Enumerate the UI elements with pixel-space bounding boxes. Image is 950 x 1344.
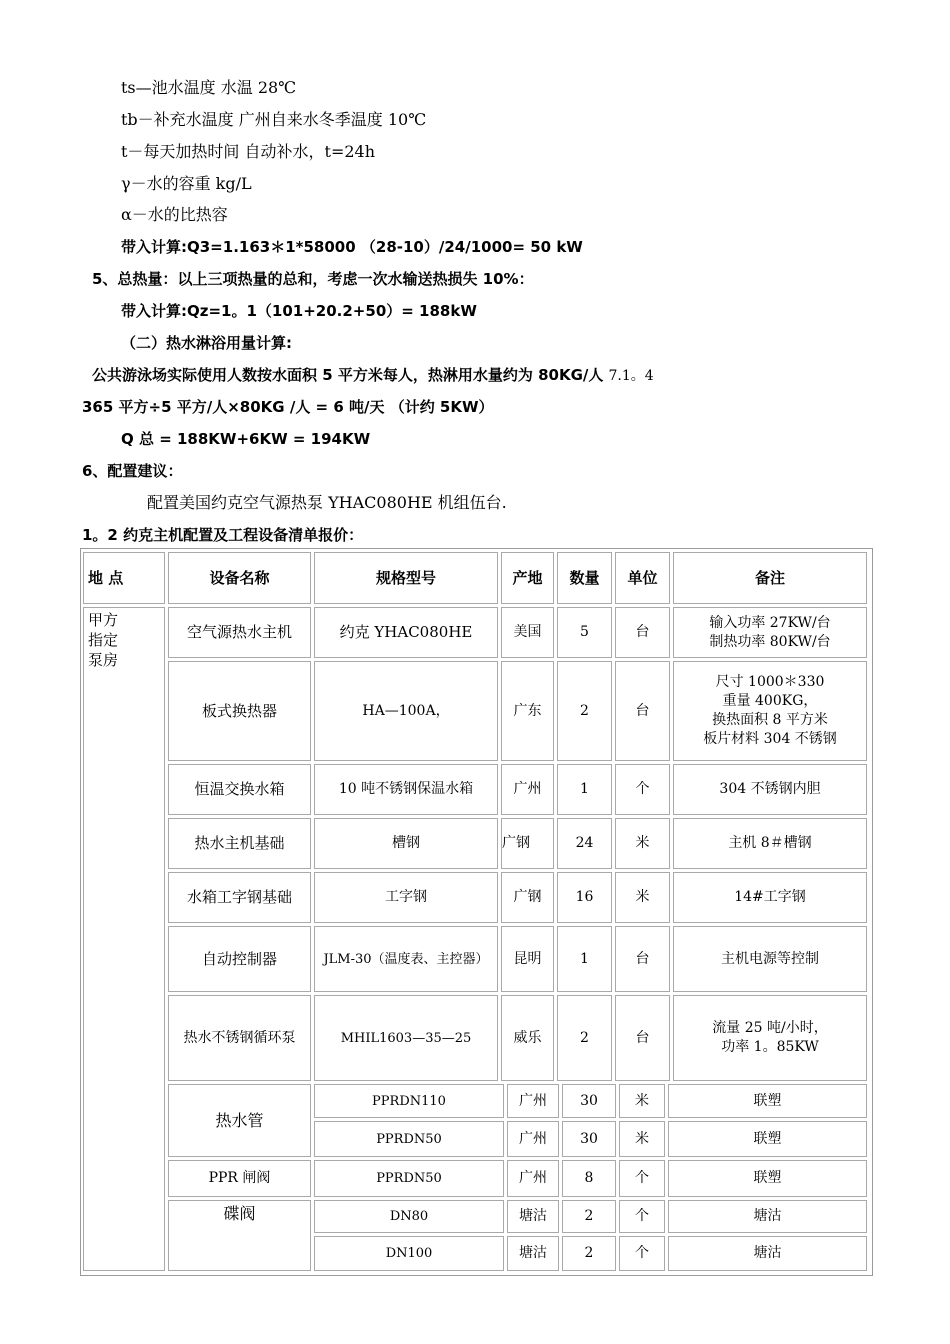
header-spec: 规格型号	[314, 552, 498, 604]
row-spec: 槽钢	[314, 818, 498, 869]
row-note: 流量 25 吨/小时， 功率 1。85KW	[673, 995, 867, 1081]
row-origin: 昆明	[501, 926, 554, 992]
row-note: 主机 8＃槽钢	[673, 818, 867, 869]
equipment-table	[80, 548, 873, 1276]
pipe-qty: 30	[562, 1084, 616, 1118]
pool-text: 公共游泳场实际使用人数按水面积 5 平方米每人，热淋用水量约为 80KG/人	[92, 366, 604, 384]
calc-qz: 带入计算:Qz=1。1（101+20.2+50）= 188kW	[121, 302, 477, 320]
butterfly-note: 塘沽	[668, 1236, 867, 1271]
butterfly-unit: 个	[619, 1236, 665, 1271]
line-t: t－每天加热时间 自动补水，t=24h	[121, 142, 376, 161]
row-unit: 个	[615, 764, 670, 815]
row-spec: JLM-30（温度表、主控器）	[314, 926, 498, 992]
row-origin: 广东	[501, 661, 554, 761]
row-origin: 美国	[501, 607, 554, 658]
location-cell: 甲方 指定 泵房	[83, 607, 165, 1271]
butterfly-name: 碟阀	[168, 1200, 311, 1271]
row-name: 恒温交换水箱	[168, 764, 311, 815]
valve-qty: 8	[562, 1160, 616, 1197]
calc-q3: 带入计算:Q3=1.163＊1*58000 （28-10）/24/1000= 50 kW	[121, 238, 583, 256]
area-calc: 365 平方÷5 平方/人×80KG /人 = 6 吨/天 （计约 5KW）	[82, 398, 494, 416]
row-qty: 2	[557, 995, 612, 1081]
row-qty: 24	[557, 818, 612, 869]
pipe-origin: 广州	[507, 1121, 559, 1157]
section-5-heading: 5、总热量：以上三项热量的总和，考虑一次水输送热损失 10%：	[92, 270, 534, 288]
row-name: 空气源热水主机	[168, 607, 311, 658]
row-name: 板式换热器	[168, 661, 311, 761]
pipe-unit: 米	[619, 1121, 665, 1157]
butterfly-origin: 塘沽	[507, 1200, 559, 1233]
row-origin: 广钢	[501, 818, 554, 869]
row-unit: 台	[615, 661, 670, 761]
pipe-unit: 米	[619, 1084, 665, 1118]
header-origin: 产地	[501, 552, 554, 604]
row-name: 热水主机基础	[168, 818, 311, 869]
row-note: 主机电源等控制	[673, 926, 867, 992]
pipe-spec: PPRDN110	[314, 1084, 504, 1118]
header-location: 地 点	[83, 552, 165, 604]
header-qty: 数量	[557, 552, 612, 604]
row-note: 输入功率 27KW/台 制热功率 80KW/台	[673, 607, 867, 658]
pipe-spec: PPRDN50	[314, 1121, 504, 1157]
row-origin: 威乐	[501, 995, 554, 1081]
butterfly-qty: 2	[562, 1200, 616, 1233]
valve-spec: PPRDN50	[314, 1160, 504, 1197]
header-note: 备注	[673, 552, 867, 604]
butterfly-spec: DN100	[314, 1236, 504, 1271]
row-spec: 10 吨不锈钢保温水箱	[314, 764, 498, 815]
section-1-2-heading: 1。2 约克主机配置及工程设备清单报价：	[82, 526, 364, 544]
pool-line	[92, 365, 654, 386]
row-qty: 16	[557, 872, 612, 923]
valve-unit: 个	[619, 1160, 665, 1197]
line-gamma: γ－水的容重 kg/L	[121, 174, 252, 193]
row-unit: 台	[615, 607, 670, 658]
butterfly-spec: DN80	[314, 1200, 504, 1233]
row-origin: 广钢	[501, 872, 554, 923]
row-name: 热水不锈钢循环泵	[168, 995, 311, 1081]
pipe-note: 联塑	[668, 1121, 867, 1157]
valve-origin: 广州	[507, 1160, 559, 1197]
row-unit: 台	[615, 995, 670, 1081]
row-name: 自动控制器	[168, 926, 311, 992]
line-alpha: α－水的比热容	[121, 205, 228, 224]
row-qty: 2	[557, 661, 612, 761]
pipe-origin: 广州	[507, 1084, 559, 1118]
pipe-note: 联塑	[668, 1084, 867, 1118]
row-origin: 广州	[501, 764, 554, 815]
row-unit: 米	[615, 872, 670, 923]
butterfly-origin: 塘沽	[507, 1236, 559, 1271]
row-name: 水箱工字钢基础	[168, 872, 311, 923]
row-unit: 台	[615, 926, 670, 992]
row-spec: MHIL1603—35—25	[314, 995, 498, 1081]
pipe-name: 热水管	[168, 1084, 311, 1157]
header-unit: 单位	[615, 552, 670, 604]
valve-name: PPR 闸阀	[168, 1160, 311, 1197]
q-total: Q 总 = 188KW+6KW = 194KW	[121, 430, 371, 448]
pool-note: 7.1。4	[608, 368, 654, 384]
butterfly-note: 塘沽	[668, 1200, 867, 1233]
row-note: 尺寸 1000＊330 重量 400KG， 换热面积 8 平方米 板片材料 304 不锈钢	[673, 661, 867, 761]
row-qty: 1	[557, 764, 612, 815]
row-note: 14#工字钢	[673, 872, 867, 923]
valve-note: 联塑	[668, 1160, 867, 1197]
config-line: 配置美国约克空气源热泵 YHAC080HE 机组伍台.	[147, 493, 507, 512]
row-spec: HA—100A，	[314, 661, 498, 761]
row-unit: 米	[615, 818, 670, 869]
row-note: 304 不锈钢内胆	[673, 764, 867, 815]
row-qty: 5	[557, 607, 612, 658]
subsection-2-heading: （二）热水淋浴用量计算:	[121, 334, 292, 352]
butterfly-qty: 2	[562, 1236, 616, 1271]
line-ts: ts—池水温度 水温 28℃	[121, 78, 297, 97]
butterfly-unit: 个	[619, 1200, 665, 1233]
line-tb: tb－补充水温度 广州自来水冬季温度 10℃	[121, 110, 427, 129]
pipe-qty: 30	[562, 1121, 616, 1157]
header-name: 设备名称	[168, 552, 311, 604]
row-spec: 约克 YHAC080HE	[314, 607, 498, 658]
row-spec: 工字钢	[314, 872, 498, 923]
section-6-heading: 6、配置建议：	[82, 462, 183, 480]
row-qty: 1	[557, 926, 612, 992]
